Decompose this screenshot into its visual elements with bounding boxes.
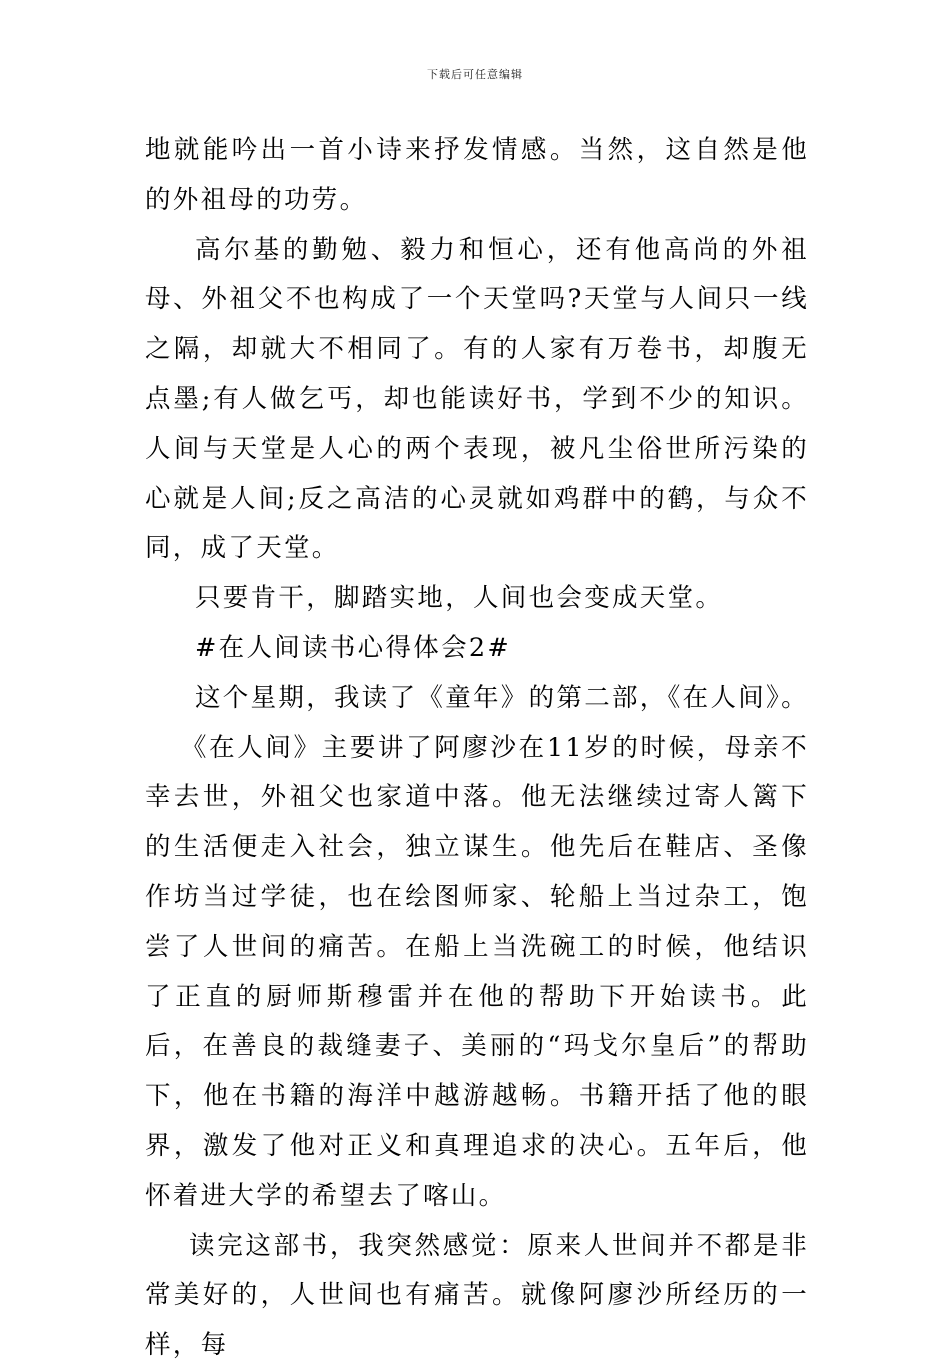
- document-body: [145, 126, 809, 1371]
- paragraph-intro: 这个星期，我读了《童年》的第二部，《在人间》。: [195, 682, 809, 713]
- paragraph-gorky-heaven: 高尔基的勤勉、毅力和恒心，还有他高尚的外祖母、外祖父不也构成了一个天堂吗?天堂与人间只一线之隔，却就大不相同了。有的人家有万卷书，却腹无点墨;有人做乞丐，却也能读好书，学到不少的知识。人间与天堂是人心的两个表现，被凡尘俗世所污染的心就是人间;反之高洁的心灵就如鸡群中的鹤，与众不同，成了天堂。: [145, 234, 809, 564]
- paragraph-conclusion: 只要肯干，脚踏实地，人间也会变成天堂。: [195, 583, 724, 614]
- paragraph-continuation: 地就能吟出一首小诗来抒发情感。当然，这自然是他的外祖母的功劳。: [145, 135, 809, 215]
- paragraph-summary: 《在人间》主要讲了阿廖沙在11岁的时候，母亲不幸去世，外祖父也家道中落。他无法继续过寄人篱下的生活便走入社会，独立谋生。他先后在鞋店、圣像作坊当过学徒，也在绘图师家、轮船上当过杂工，饱尝了人世间的痛苦。在船上当洗碗工的时候，他结识了正直的厨师斯穆雷并在他的帮助下开始读书。此后，在善良的裁缝妻子、美丽的“玛戈尔皇后”的帮助下，他在书籍的海洋中越游越畅。书籍开括了他的眼界，激发了他对正义和真理追求的决心。五年后，他怀着进大学的希望去了喀山。: [145, 732, 809, 1211]
- page-header: 下载后可任意编辑: [427, 68, 523, 81]
- section-heading: #在人间读书心得体会2#: [195, 632, 512, 663]
- paragraph-reflection: 读完这部书，我突然感觉：原来人世间并不都是非常美好的，人世间也有痛苦。就像阿廖沙所经历的一样，每: [145, 1230, 809, 1361]
